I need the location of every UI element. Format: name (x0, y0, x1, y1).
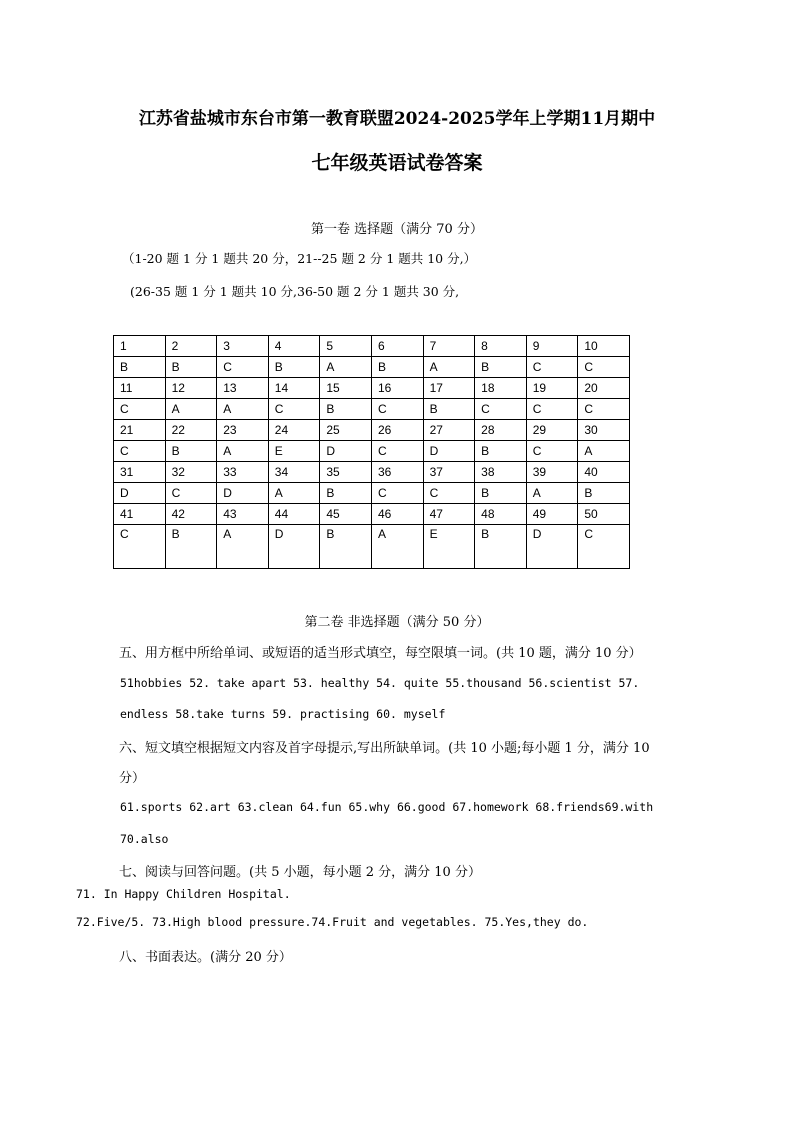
question-number-cell: 3 (217, 336, 269, 357)
question-number-cell: 28 (475, 420, 527, 441)
answer-cell: A (217, 441, 269, 462)
question-number-cell: 43 (217, 504, 269, 525)
answer-cell: C (578, 357, 630, 378)
question-number-cell: 39 (526, 462, 578, 483)
answer-cell: B (165, 441, 217, 462)
question-number-row (114, 378, 630, 399)
answer-cell: D (320, 441, 372, 462)
question-number-cell: 38 (475, 462, 527, 483)
answer-cell: B (475, 441, 527, 462)
question-number-row (114, 420, 630, 441)
answer-row (114, 357, 630, 378)
answer-cell: B (475, 357, 527, 378)
question-number-cell: 36 (371, 462, 423, 483)
question-number-cell: 6 (371, 336, 423, 357)
question-number-cell: 42 (165, 504, 217, 525)
answer-cell: C (371, 483, 423, 504)
answer-cell: C (526, 399, 578, 420)
answer-cell: A (165, 399, 217, 420)
answer-cell: E (423, 525, 475, 569)
answer-cell: B (320, 483, 372, 504)
answer-cell: A (423, 357, 475, 378)
question-number-cell: 35 (320, 462, 372, 483)
section5-answers-line2: endless 58.take turns 59. practising 60. myself (120, 707, 446, 721)
question-number-cell: 13 (217, 378, 269, 399)
answer-row (114, 441, 630, 462)
section6-answers-line1: 61.sports 62.art 63.clean 64.fun 65.why 66.good 67.homework 68.friends69.with (120, 800, 654, 814)
document-title: 江苏省盐城市东台市第一教育联盟2024-2025学年上学期11月期中 (138, 109, 656, 129)
question-number-cell: 44 (268, 504, 320, 525)
answer-cell: C (526, 357, 578, 378)
answer-cell: A (320, 357, 372, 378)
question-number-row (114, 462, 630, 483)
answer-cell: B (165, 357, 217, 378)
answer-cell: B (371, 357, 423, 378)
question-number-cell: 2 (165, 336, 217, 357)
answer-cell: B (114, 357, 166, 378)
question-number-cell: 50 (578, 504, 630, 525)
answer-cell: B (475, 483, 527, 504)
question-number-row (114, 336, 630, 357)
answer-cell: B (475, 525, 527, 569)
question-number-cell: 37 (423, 462, 475, 483)
question-number-cell: 45 (320, 504, 372, 525)
answer-cell: A (217, 525, 269, 569)
answer-cell: C (423, 483, 475, 504)
answer-cell: D (268, 525, 320, 569)
document-subtitle: 七年级英语试卷答案 (311, 152, 483, 174)
question-number-cell: 20 (578, 378, 630, 399)
question-number-cell: 12 (165, 378, 217, 399)
section5-heading: 五、用方框中所给单词、或短语的适当形式填空，每空限填一词。(共 10 题，满分 10 分） (119, 646, 642, 661)
answer-cell: C (114, 399, 166, 420)
question-number-cell: 17 (423, 378, 475, 399)
answer-cell: C (114, 525, 166, 569)
answer-cell: B (320, 525, 372, 569)
section8-heading: 八、书面表达。(满分 20 分） (119, 950, 292, 965)
answer-cell: B (165, 525, 217, 569)
question-number-cell: 46 (371, 504, 423, 525)
answer-cell: C (475, 399, 527, 420)
answer-cell: C (371, 399, 423, 420)
section6-heading-cont: 分） (119, 771, 146, 786)
question-number-cell: 49 (526, 504, 578, 525)
question-number-cell: 8 (475, 336, 527, 357)
answer-table (113, 335, 630, 569)
section7-answers-line2: 72.Five/5. 73.High blood pressure.74.Fruit and vegetables. 75.Yes,they do. (76, 915, 589, 929)
question-number-cell: 22 (165, 420, 217, 441)
answer-row (114, 399, 630, 420)
answer-cell: D (526, 525, 578, 569)
question-number-cell: 25 (320, 420, 372, 441)
answer-cell: C (578, 399, 630, 420)
answer-cell: D (423, 441, 475, 462)
question-number-cell: 26 (371, 420, 423, 441)
question-number-cell: 19 (526, 378, 578, 399)
question-number-cell: 41 (114, 504, 166, 525)
answer-cell: A (268, 483, 320, 504)
question-number-cell: 48 (475, 504, 527, 525)
answer-cell: B (268, 357, 320, 378)
section6-heading: 六、短文填空根据短文内容及首字母提示,写出所缺单词。(共 10 小题;每小题 1 分，满分 10 (119, 741, 650, 756)
answer-cell: A (578, 441, 630, 462)
question-number-row (114, 504, 630, 525)
question-number-cell: 10 (578, 336, 630, 357)
answer-cell: C (217, 357, 269, 378)
question-number-cell: 34 (268, 462, 320, 483)
answer-cell: A (526, 483, 578, 504)
answer-cell: A (371, 525, 423, 569)
section7-answers-line1: 71. In Happy Children Hospital. (76, 887, 291, 901)
part1-scoring-note-1: （1-20 题 1 分 1 题共 20 分，21--25 题 2 分 1 题共 10 分,） (122, 251, 477, 266)
question-number-cell: 14 (268, 378, 320, 399)
answer-cell: B (423, 399, 475, 420)
answer-row (114, 483, 630, 504)
question-number-cell: 9 (526, 336, 578, 357)
question-number-cell: 33 (217, 462, 269, 483)
question-number-cell: 30 (578, 420, 630, 441)
question-number-cell: 47 (423, 504, 475, 525)
answer-cell: C (165, 483, 217, 504)
question-number-cell: 32 (165, 462, 217, 483)
question-number-cell: 27 (423, 420, 475, 441)
answer-cell: E (268, 441, 320, 462)
question-number-cell: 7 (423, 336, 475, 357)
question-number-cell: 16 (371, 378, 423, 399)
answer-cell: B (320, 399, 372, 420)
answer-cell: B (578, 483, 630, 504)
question-number-cell: 31 (114, 462, 166, 483)
part1-scoring-note-2: (26-35 题 1 分 1 题共 10 分,36-50 题 2 分 1 题共 30 分, (130, 284, 460, 299)
question-number-cell: 24 (268, 420, 320, 441)
question-number-cell: 15 (320, 378, 372, 399)
answer-cell: A (217, 399, 269, 420)
question-number-cell: 11 (114, 378, 166, 399)
question-number-cell: 5 (320, 336, 372, 357)
question-number-cell: 40 (578, 462, 630, 483)
question-number-cell: 21 (114, 420, 166, 441)
question-number-cell: 18 (475, 378, 527, 399)
question-number-cell: 1 (114, 336, 166, 357)
question-number-cell: 23 (217, 420, 269, 441)
question-number-cell: 29 (526, 420, 578, 441)
answer-cell: C (114, 441, 166, 462)
section7-heading: 七、阅读与回答问题。(共 5 小题，每小题 2 分，满分 10 分） (119, 865, 481, 880)
answer-cell: D (114, 483, 166, 504)
part1-heading: 第一卷 选择题（满分 70 分） (311, 222, 483, 237)
answer-cell: D (217, 483, 269, 504)
answer-cell: C (578, 525, 630, 569)
section5-answers-line1: 51hobbies 52. take apart 53. healthy 54. quite 55.thousand 56.scientist 57. (120, 676, 640, 690)
answer-row (114, 525, 630, 569)
part2-heading: 第二卷 非选择题（满分 50 分） (304, 615, 490, 630)
question-number-cell: 4 (268, 336, 320, 357)
answer-cell: C (526, 441, 578, 462)
section6-answers-line2: 70.also (120, 832, 169, 846)
answer-cell: C (268, 399, 320, 420)
answer-cell: C (371, 441, 423, 462)
